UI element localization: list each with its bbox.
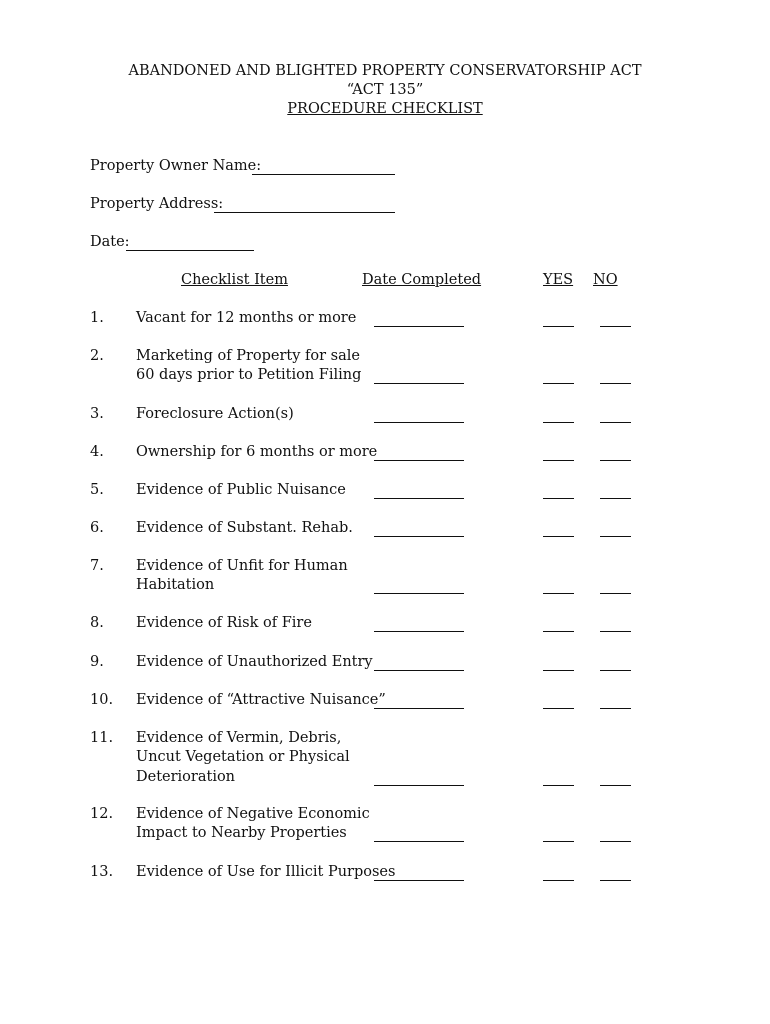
no-blank[interactable]	[600, 841, 631, 842]
yes-blank[interactable]	[543, 460, 574, 461]
date-blank[interactable]	[126, 250, 254, 251]
item-text: Marketing of Property for sale	[136, 348, 360, 364]
yes-blank[interactable]	[543, 841, 574, 842]
no-blank[interactable]	[600, 593, 631, 594]
column-header-item: Checklist Item	[181, 272, 288, 288]
item-number: 4.	[90, 444, 104, 460]
item-number: 9.	[90, 654, 104, 670]
item-number: 6.	[90, 520, 104, 536]
document-title-line-3: PROCEDURE CHECKLIST	[287, 101, 483, 117]
no-blank[interactable]	[600, 422, 631, 423]
date-completed-blank[interactable]	[374, 536, 464, 537]
item-number: 13.	[90, 864, 114, 880]
document-title-line-1: ABANDONED AND BLIGHTED PROPERTY CONSERVATORSHIP ACT	[128, 63, 642, 79]
yes-blank[interactable]	[543, 631, 574, 632]
date-completed-blank[interactable]	[374, 670, 464, 671]
property-address-label: Property Address:	[90, 196, 224, 212]
item-text: Vacant for 12 months or more	[136, 310, 357, 326]
item-number: 3.	[90, 406, 104, 422]
no-blank[interactable]	[600, 498, 631, 499]
yes-blank[interactable]	[543, 785, 574, 786]
date-completed-blank[interactable]	[374, 880, 464, 881]
date-label: Date:	[90, 234, 130, 250]
date-completed-blank[interactable]	[374, 785, 464, 786]
no-blank[interactable]	[600, 383, 631, 384]
date-completed-blank[interactable]	[374, 422, 464, 423]
item-text: Foreclosure Action(s)	[136, 406, 294, 422]
no-blank[interactable]	[600, 785, 631, 786]
item-text: Evidence of Unauthorized Entry	[136, 654, 373, 670]
item-text: Evidence of Substant. Rehab.	[136, 520, 353, 536]
item-text: Deterioration	[136, 768, 236, 785]
yes-blank[interactable]	[543, 422, 574, 423]
item-number: 7.	[90, 558, 104, 574]
item-number: 1.	[90, 310, 104, 326]
date-completed-blank[interactable]	[374, 383, 464, 384]
item-number: 5.	[90, 482, 104, 498]
item-number: 10.	[90, 692, 114, 708]
item-text: Ownership for 6 months or more	[136, 444, 378, 460]
column-header-date: Date Completed	[362, 272, 482, 288]
yes-blank[interactable]	[543, 383, 574, 384]
property-address-blank[interactable]	[214, 212, 395, 213]
item-text: Habitation	[136, 577, 215, 594]
no-blank[interactable]	[600, 670, 631, 671]
no-blank[interactable]	[600, 326, 631, 327]
item-text: Evidence of Negative Economic	[136, 806, 370, 822]
item-text: Evidence of Use for Illicit Purposes	[136, 864, 396, 880]
date-completed-blank[interactable]	[374, 631, 464, 632]
date-completed-blank[interactable]	[374, 593, 464, 594]
document-title-line-2: “ACT 135”	[346, 82, 424, 98]
yes-blank[interactable]	[543, 536, 574, 537]
item-text: 60 days prior to Petition Filing	[136, 367, 362, 384]
item-text: Evidence of “Attractive Nuisance”	[136, 692, 386, 708]
yes-blank[interactable]	[543, 326, 574, 327]
column-header-yes: YES	[543, 272, 574, 288]
date-completed-blank[interactable]	[374, 841, 464, 842]
owner-name-blank[interactable]	[252, 174, 395, 175]
item-text: Uncut Vegetation or Physical	[136, 749, 350, 766]
date-completed-blank[interactable]	[374, 708, 464, 709]
item-text: Evidence of Vermin, Debris,	[136, 730, 342, 746]
yes-blank[interactable]	[543, 593, 574, 594]
item-number: 8.	[90, 615, 104, 631]
owner-name-label: Property Owner Name:	[90, 158, 262, 174]
date-completed-blank[interactable]	[374, 498, 464, 499]
column-header-no: NO	[593, 272, 618, 288]
item-text: Evidence of Unfit for Human	[136, 558, 348, 574]
yes-blank[interactable]	[543, 670, 574, 671]
item-text: Evidence of Public Nuisance	[136, 482, 346, 498]
item-number: 2.	[90, 348, 104, 364]
date-completed-blank[interactable]	[374, 460, 464, 461]
item-number: 11.	[90, 730, 114, 746]
no-blank[interactable]	[600, 880, 631, 881]
item-number: 12.	[90, 806, 114, 822]
no-blank[interactable]	[600, 708, 631, 709]
yes-blank[interactable]	[543, 498, 574, 499]
no-blank[interactable]	[600, 631, 631, 632]
yes-blank[interactable]	[543, 708, 574, 709]
yes-blank[interactable]	[543, 880, 574, 881]
item-text: Impact to Nearby Properties	[136, 825, 347, 842]
date-completed-blank[interactable]	[374, 326, 464, 327]
item-text: Evidence of Risk of Fire	[136, 615, 312, 631]
no-blank[interactable]	[600, 460, 631, 461]
no-blank[interactable]	[600, 536, 631, 537]
